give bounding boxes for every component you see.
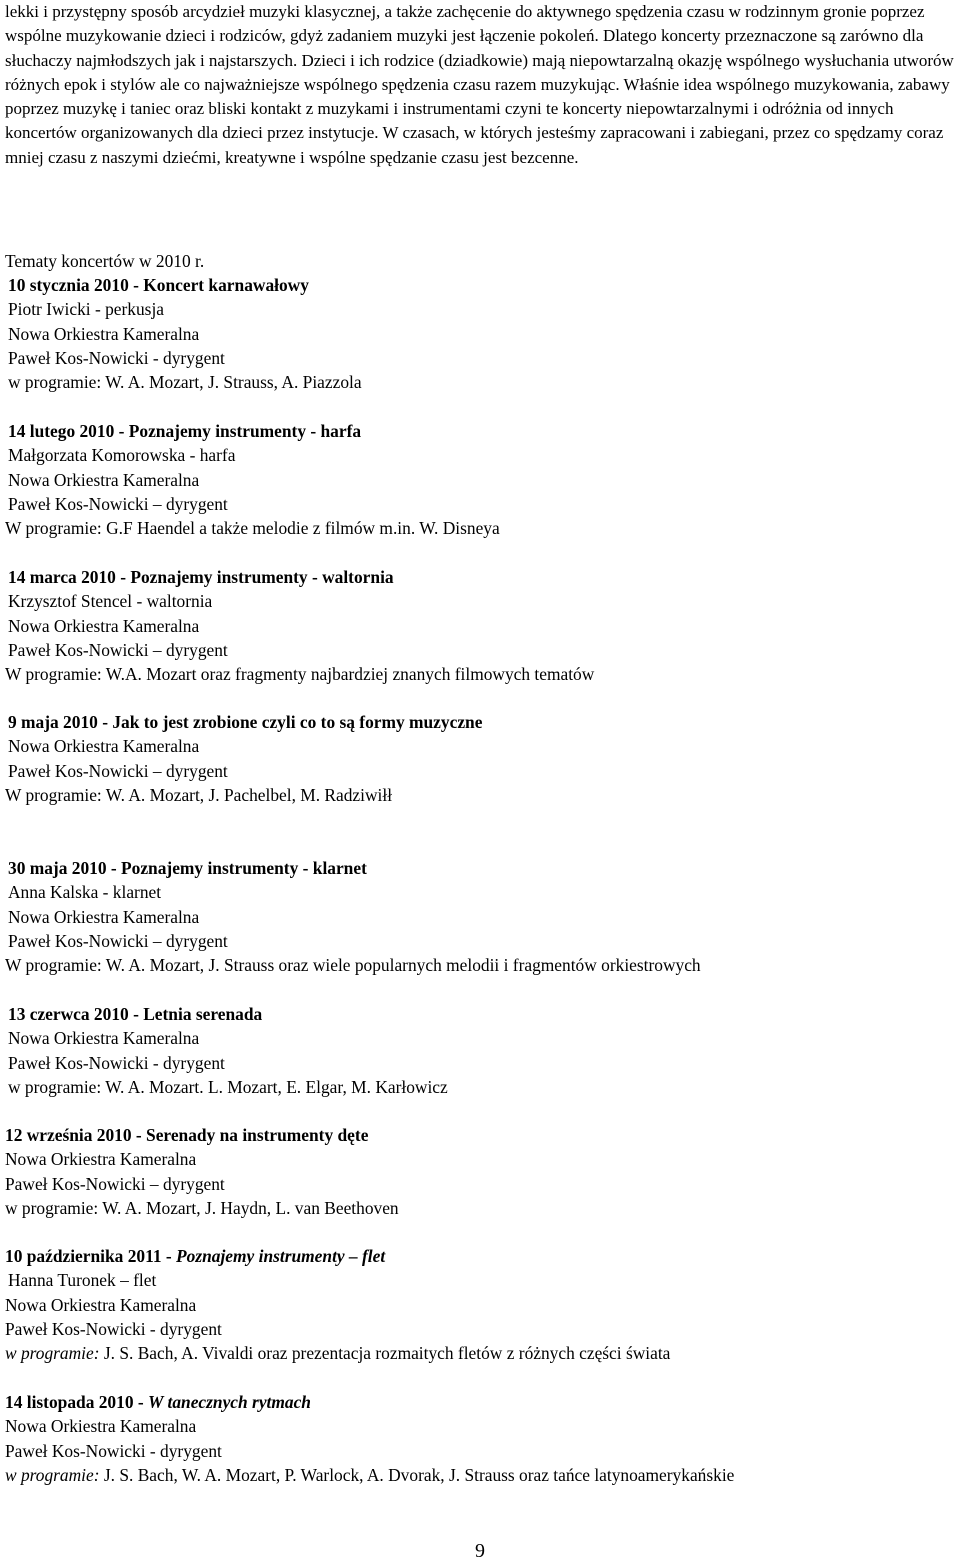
concert-heading: 12 września 2010 - Serenady na instrumenty dęte (5, 1125, 369, 1145)
concert-orchestra: Nowa Orkiestra Kameralna (8, 323, 200, 344)
concert-heading: 10 października 2011 - Poznajemy instrumenty – flet (5, 1246, 386, 1266)
concert-heading: 30 maja 2010 - Poznajemy instrumenty - klarnet (8, 858, 367, 878)
concert-program: W programie: G.F Haendel a także melodie z filmów m.in. W. Disneya (5, 518, 500, 539)
concert-orchestra: Nowa Orkiestra Kameralna (8, 906, 200, 927)
concert-entry (5, 1244, 670, 1365)
concert-orchestra: Nowa Orkiestra Kameralna (8, 736, 200, 757)
concert-entry (5, 1390, 734, 1487)
concert-entry (5, 273, 362, 394)
concert-conductor: Paweł Kos-Nowicki – dyrygent (8, 493, 228, 514)
concert-program: w programie: W. A. Mozart, J. Strauss, A. Piazzola (8, 372, 362, 393)
concert-orchestra: Nowa Orkiestra Kameralna (8, 615, 200, 636)
concert-soloist: Małgorzata Komorowska - harfa (8, 445, 236, 466)
concert-conductor: Paweł Kos-Nowicki – dyrygent (5, 1173, 225, 1194)
concert-conductor: Paweł Kos-Nowicki - dyrygent (5, 1440, 222, 1461)
concert-entry (5, 856, 701, 977)
concert-program: w programie: W. A. Mozart, J. Haydn, L. van Beethoven (5, 1197, 399, 1218)
concert-conductor: Paweł Kos-Nowicki – dyrygent (8, 930, 228, 951)
concert-heading: 13 czerwca 2010 - Letnia serenada (8, 1004, 263, 1024)
concert-conductor: Paweł Kos-Nowicki - dyrygent (5, 1318, 222, 1339)
concert-entry (5, 565, 594, 686)
section-title: Tematy koncertów w 2010 r. (5, 251, 205, 271)
concert-soloist: Piotr Iwicki - perkusja (8, 299, 164, 320)
concert-orchestra: Nowa Orkiestra Kameralna (5, 1149, 197, 1170)
concert-program: W programie: W.A. Mozart oraz fragmenty najbardziej znanych filmowych tematów (5, 664, 595, 685)
concert-program: w programie: J. S. Bach, A. Vivaldi oraz prezentacja rozmaitych fletów z różnych części świata (5, 1343, 671, 1364)
concert-conductor: Paweł Kos-Nowicki – dyrygent (8, 639, 228, 660)
concert-soloist: Krzysztof Stencel - waltornia (8, 591, 213, 612)
concert-program: W programie: W. A. Mozart, J. Strauss oraz wiele popularnych melodii i fragmentów orkiestrowych (5, 955, 701, 976)
concert-heading: 14 lutego 2010 - Poznajemy instrumenty - harfa (8, 421, 362, 441)
concert-program: w programie: W. A. Mozart. L. Mozart, E. Elgar, M. Karłowicz (8, 1076, 448, 1097)
concert-entry (5, 1123, 399, 1220)
concert-program: w programie: J. S. Bach, W. A. Mozart, P. Warlock, A. Dvorak, J. Strauss oraz tańce latynoamerykańskie (5, 1464, 735, 1485)
concert-orchestra: Nowa Orkiestra Kameralna (8, 1028, 200, 1049)
concert-heading: 10 stycznia 2010 - Koncert karnawałowy (8, 275, 309, 295)
concert-conductor: Paweł Kos-Nowicki - dyrygent (8, 1052, 225, 1073)
concert-soloist: Hanna Turonek – flet (8, 1270, 157, 1291)
page-number: 9 (475, 1540, 485, 1562)
concert-heading: 9 maja 2010 - Jak to jest zrobione czyli co to są formy muzyczne (8, 712, 483, 732)
concert-entry (5, 419, 500, 540)
concert-orchestra: Nowa Orkiestra Kameralna (5, 1294, 197, 1315)
intro-paragraph: lekki i przystępny sposób arcydzieł muzyki klasycznej, a także zachęcenie do aktywnego spędzenia czasu w rodzinnym gronie poprzez wspólne muzykowanie dzieci i rodziców, gdyż zadaniem muzyki jest łączenie pokoleń. Dlatego koncerty przeznaczone są zarówno dla słuchaczy najmłodszych jak i najstarszych. Dzieci i ich rodzice (dziadkowie) mają niepowtarzalną okazję wspólnego wysłuchania utworów różnych epok i stylów ale co najważniejsze wspólnego spędzenia czasu razem muzykując. Właśnie idea wspólnego muzykowania, zabawy poprzez muzykę i taniec oraz bliski kontakt z muzykami i instrumentami czyni te koncerty niepowtarzalnymi i odróżnia od innych koncertów organizowanych dla dzieci przez instytucje. W czasach, w których jesteśmy zapracowani i zabiegani, przez co spędzamy coraz mniej czasu z naszymi dziećmi, kreatywne i wspólne spędzanie czasu jest bezcenne. (5, 2, 954, 167)
concert-conductor: Paweł Kos-Nowicki – dyrygent (8, 760, 228, 781)
concert-entry (5, 1002, 448, 1099)
concert-orchestra: Nowa Orkiestra Kameralna (8, 469, 200, 490)
concert-heading: 14 listopada 2010 - W tanecznych rytmach (5, 1392, 311, 1412)
concert-program: W programie: W. A. Mozart, J. Pachelbel, M. Radziwiłł (5, 784, 393, 805)
concert-orchestra: Nowa Orkiestra Kameralna (5, 1416, 197, 1437)
concert-conductor: Paweł Kos-Nowicki - dyrygent (8, 347, 225, 368)
concert-heading: 14 marca 2010 - Poznajemy instrumenty - waltornia (8, 567, 394, 587)
concert-entry (5, 710, 482, 807)
concert-soloist: Anna Kalska - klarnet (8, 882, 162, 903)
